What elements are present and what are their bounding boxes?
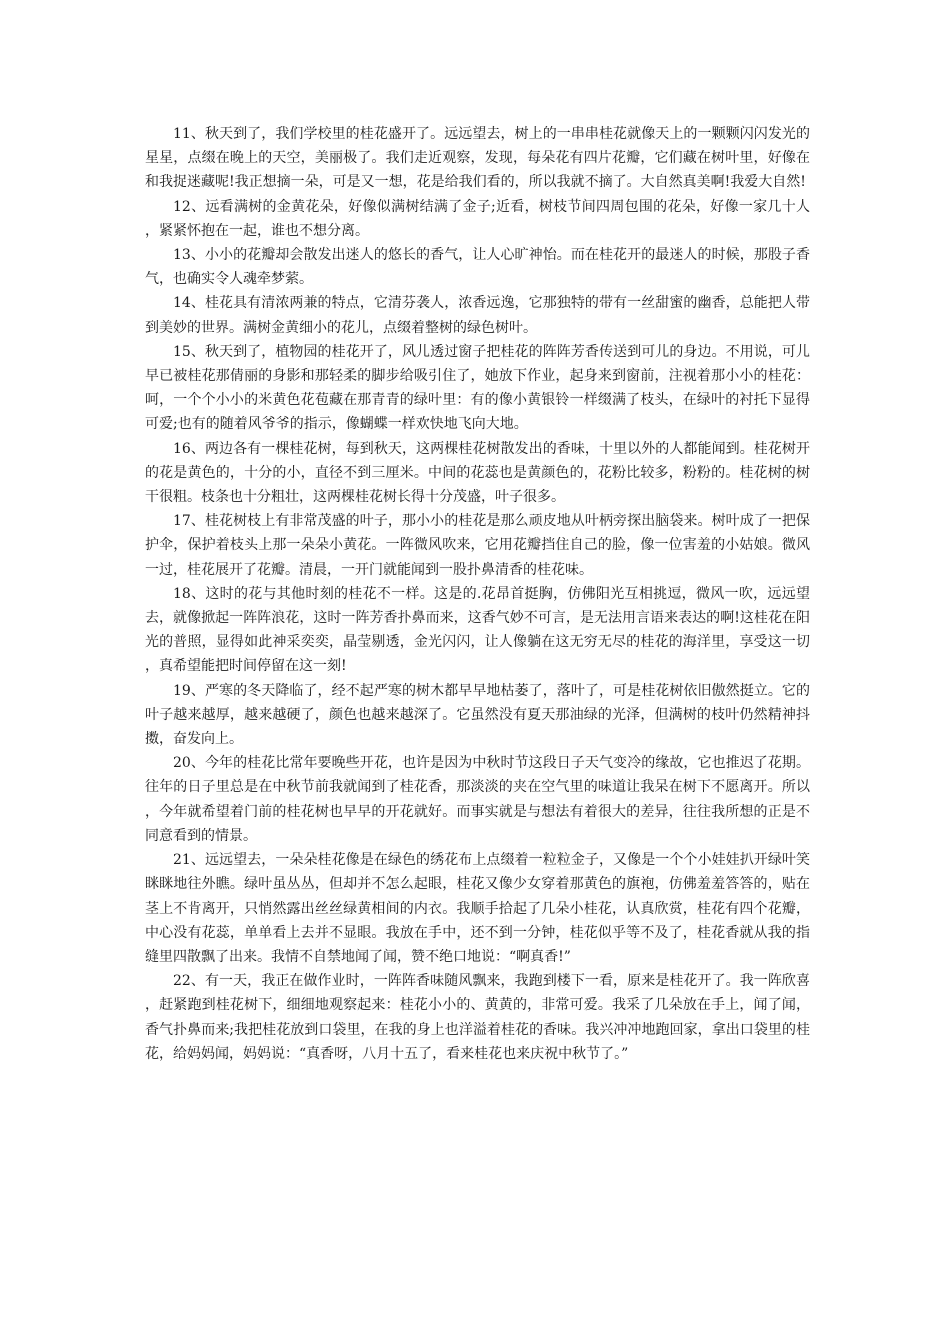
paragraph-21: 21、远远望去，一朵朵桂花像是在绿色的绣花布上点缀着一粒粒金子，又像是一个个小娃娃扒开绿叶笑眯眯地往外瞧。绿叶虽丛丛，但却并不怎么起眼，桂花又像少女穿着那黄色的旗袍，仿佛羞羞答答的，贴在茎上不肯离开，只悄然露出丝丝绿黄相间的内衣。我顺手拾起了几朵小桂花，认真欣赏，桂花有四个花瓣，中心没有花蕊，单单看上去并不显眼。我放在手中，还不到一分钟，桂花似乎等不及了，桂花香就从我的指缝里四散飘了出来。我情不自禁地闻了闻，赞不绝口地说：“啊真香!” <box>145 852 810 965</box>
paragraph-19: 19、严寒的冬天降临了，经不起严寒的树木都早早地枯萎了，落叶了，可是桂花树依旧傲然挺立。它的叶子越来越厚，越来越硬了，颜色也越来越深了。它虽然没有夏天那油绿的光泽，但满树的枝叶仍然精神抖擞，奋发向上。 <box>145 682 810 748</box>
paragraph-16: 16、两边各有一棵桂花树，每到秋天，这两棵桂花树散发出的香味，十里以外的人都能闻到。桂花树开的花是黄色的，十分的小，直径不到三厘米。中间的花蕊也是黄颜色的，花粉比较多，粉粉的。桂花树的树干很粗。枝条也十分粗壮，这两棵桂花树长得十分茂盛，叶子很多。 <box>145 440 810 506</box>
paragraph-22: 22、有一天，我正在做作业时，一阵阵香味随风飘来，我跑到楼下一看，原来是桂花开了。我一阵欣喜，赶紧跑到桂花树下，细细地观察起来：桂花小小的、黄黄的，非常可爱。我采了几朵放在手上，闻了闻，香气扑鼻而来;我把桂花放到口袋里，在我的身上也洋溢着桂花的香味。我兴冲冲地跑回家，拿出口袋里的桂花，给妈妈闻，妈妈说：“真香呀，八月十五了，看来桂花也来庆祝中秋节了。” <box>145 973 810 1062</box>
document-body <box>145 122 810 1066</box>
paragraph-14: 14、桂花具有清浓两兼的特点，它清芬袭人，浓香远逸，它那独特的带有一丝甜蜜的幽香，总能把人带到美妙的世界。满树金黄细小的花儿，点缀着整树的绿色树叶。 <box>145 295 810 336</box>
paragraph-13: 13、小小的花瓣却会散发出迷人的悠长的香气，让人心旷神怡。而在桂花开的最迷人的时候，那股子香气，也确实令人魂牵梦萦。 <box>145 247 810 288</box>
paragraph-20: 20、今年的桂花比常年要晚些开花，也许是因为中秋时节这段日子天气变冷的缘故，它也推迟了花期。往年的日子里总是在中秋节前我就闻到了桂花香，那淡淡的夹在空气里的味道让我呆在树下不愿离开。所以，今年就希望着门前的桂花树也早早的开花就好。而事实就是与想法有着很大的差异，往往我所想的正是不同意看到的情景。 <box>145 755 810 844</box>
paragraph-18: 18、这时的花与其他时刻的桂花不一样。这是的.花昂首挺胸，仿佛阳光互相挑逗，微风一吹，远远望去，就像掀起一阵阵浪花，这时一阵芳香扑鼻而来，这香气妙不可言，是无法用言语来表达的啊!这桂花在阳光的普照，显得如此神采奕奕，晶莹剔透，金光闪闪，让人像躺在这无穷无尽的桂花的海洋里，享受这一切，真希望能把时间停留在这一刻! <box>145 585 810 675</box>
paragraph-17: 17、桂花树枝上有非常茂盛的叶子，那小小的桂花是那么顽皮地从叶柄旁探出脑袋来。树叶成了一把保护伞，保护着枝头上那一朵朵小黄花。一阵微风吹来，它用花瓣挡住自己的脸，像一位害羞的小姑娘。微风一过，桂花展开了花瓣。清晨，一开门就能闻到一股扑鼻清香的桂花味。 <box>145 513 810 578</box>
paragraph-12: 12、远看满树的金黄花朵，好像似满树结满了金子;近看，树枝节间四周包围的花朵，好像一家几十人，紧紧怀抱在一起，谁也不想分离。 <box>145 198 810 239</box>
paragraph-11: 11、秋天到了，我们学校里的桂花盛开了。远远望去，树上的一串串桂花就像天上的一颗颗闪闪发光的星星，点缀在晚上的天空，美丽极了。我们走近观察，发现，每朵花有四片花瓣，它们藏在树叶里，好像在和我捉迷藏呢!我正想摘一朵，可是又一想，花是给我们看的，所以我就不摘了。大自然真美啊!我爱大自然! <box>145 126 810 191</box>
paragraph-15: 15、秋天到了，植物园的桂花开了，风儿透过窗子把桂花的阵阵芳香传送到可儿的身边。不用说，可儿早已被桂花那倩丽的身影和那轻柔的脚步给吸引住了，她放下作业，起身来到窗前，注视着那小小的桂花：呵，一个个小小的米黄色花苞藏在那青青的绿叶里：有的像小黄银铃一样缀满了枝头，在绿叶的衬托下显得可爱;也有的随着风爷爷的指示，像蝴蝶一样欢快地飞向大地。 <box>145 343 810 433</box>
